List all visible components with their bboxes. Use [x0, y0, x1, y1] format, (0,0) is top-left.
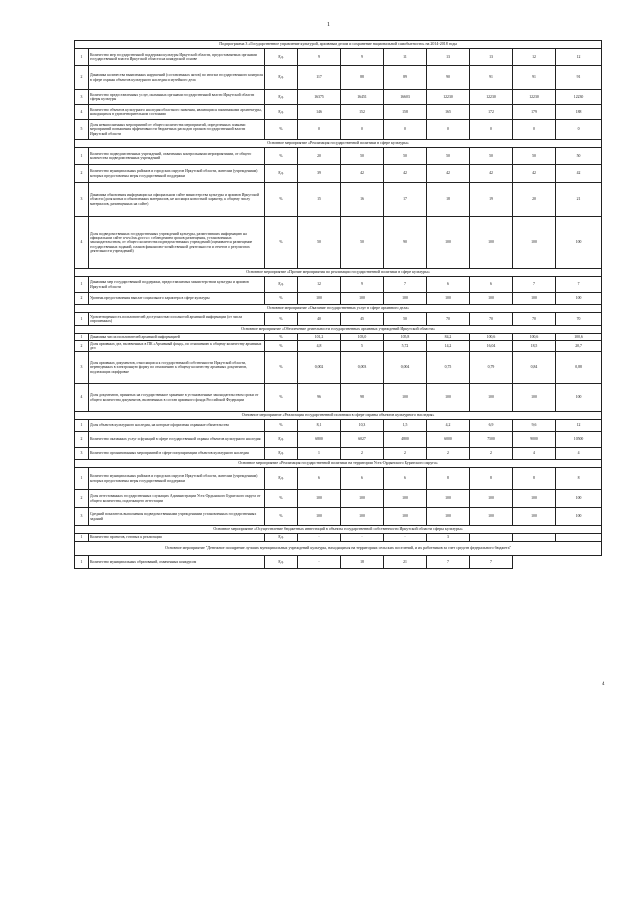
value-cell: 10500 [556, 432, 602, 448]
value-cell: 50 [384, 148, 427, 165]
value-cell: 0 [470, 120, 513, 140]
indicator-name-cell: Количество проектов, готовых к реализации [89, 534, 265, 542]
value-cell: 100 [298, 490, 341, 508]
unit-cell: % [265, 313, 298, 326]
value-cell: - [298, 534, 341, 542]
value-cell: 17 [384, 183, 427, 217]
unit-cell: Ед. [265, 432, 298, 448]
value-cell: 100,6 [513, 334, 556, 341]
value-cell: 5 [341, 341, 384, 352]
row-number-cell: 1 [75, 468, 89, 490]
value-cell: 12 [556, 49, 602, 66]
value-cell: 88 [341, 66, 384, 90]
value-cell: 20,7 [556, 341, 602, 352]
value-cell: 7 [513, 277, 556, 293]
value-cell: 9,6 [513, 420, 556, 432]
row-number-cell: 1 [75, 534, 89, 542]
side-mark: 4 [602, 682, 605, 687]
value-cell: 146 [298, 105, 341, 120]
section-header: Основное мероприятие «Реализация государственной политики в сфере культуры» [75, 140, 602, 148]
value-cell: 8,1 [298, 420, 341, 432]
section-header: Основное мероприятие «Обеспечение деятельности государственных архивных учреждений Иркутской области» [75, 326, 602, 334]
table-row [75, 293, 602, 305]
value-cell: 6,9 [470, 420, 513, 432]
value-cell: 158 [384, 105, 427, 120]
value-cell: 7 [470, 556, 513, 569]
row-number-cell: 5 [75, 120, 89, 140]
value-cell: 42 [470, 165, 513, 183]
row-number-cell: 1 [75, 334, 89, 341]
value-cell: 50 [470, 148, 513, 165]
section-header-row [75, 526, 602, 534]
row-number-cell: 1 [75, 313, 89, 326]
table-row [75, 468, 602, 490]
value-cell: 91 [556, 66, 602, 90]
value-cell: 12 [298, 277, 341, 293]
value-cell: 100 [427, 490, 470, 508]
value-cell: 103,0 [341, 334, 384, 341]
value-cell: 0 [427, 120, 470, 140]
row-number-cell: 1 [75, 49, 89, 66]
value-cell: 2 [341, 448, 384, 460]
value-cell: 100 [470, 217, 513, 269]
value-cell: - [298, 556, 341, 569]
value-cell: 100 [384, 508, 427, 526]
unit-cell: % [265, 420, 298, 432]
unit-cell: Ед. [265, 90, 298, 105]
value-cell: 6 [384, 468, 427, 490]
value-cell: 50 [298, 217, 341, 269]
empty-area [556, 556, 602, 569]
value-cell: 13 [470, 49, 513, 66]
value-cell: 0 [556, 120, 602, 140]
unit-cell: Ед. [265, 49, 298, 66]
value-cell: 100 [470, 293, 513, 305]
table-row [75, 313, 602, 326]
value-cell: 100 [384, 490, 427, 508]
value-cell: 70 [427, 313, 470, 326]
value-cell: 50 [384, 313, 427, 326]
row-number-cell: 3 [75, 90, 89, 105]
section-header-row [75, 140, 602, 148]
value-cell: 42 [513, 165, 556, 183]
indicator-name-cell: Средний показатель выполнения подведомственными учреждениями установленных государственных заданий [89, 508, 265, 526]
value-cell: 7500 [470, 432, 513, 448]
table-row [75, 341, 602, 352]
section-header-row [75, 412, 602, 420]
value-cell: 101,2 [298, 334, 341, 341]
section-header-row [75, 269, 602, 277]
value-cell: 4800 [384, 432, 427, 448]
value-cell: 100 [384, 384, 427, 412]
section-header: Основное мероприятие «Реализация государственной политики в сфере охраны объектов культурного наследия» [75, 412, 602, 420]
indicator-name-cell: Динамика числа пользователей архивной информацией [89, 334, 265, 341]
unit-cell: % [265, 384, 298, 412]
value-cell: 0 [341, 120, 384, 140]
row-number-cell: 1 [75, 148, 89, 165]
section-header: Основное мероприятие «Оказание государственных услуг в сфере архивного дела» [75, 305, 602, 313]
table-row [75, 384, 602, 412]
value-cell: 84,2 [427, 334, 470, 341]
value-cell: 0,84 [513, 352, 556, 384]
value-cell: 7 [384, 277, 427, 293]
row-number-cell: 3 [75, 183, 89, 217]
value-cell: 18,5 [513, 341, 556, 352]
value-cell: 1 [298, 448, 341, 460]
value-cell: 6 [341, 468, 384, 490]
value-cell [470, 534, 513, 542]
value-cell: 98 [341, 384, 384, 412]
value-cell: 100 [384, 293, 427, 305]
indicator-name-cell: Количество подведомственных учреждений, охваченных контрольными мероприятиями, от общего количества подведомственных учреждений [89, 148, 265, 165]
indicator-name-cell: Количество предоставленных услуг, оказанных органами государственной власти Иркутской области сферы культуры [89, 90, 265, 105]
unit-cell: % [265, 183, 298, 217]
indicator-name-cell: Доля документов, принятых на государственное хранение в установленные законодательством сроки от общего количества документов, включенных в состав архивного фонда Российской Федерации [89, 384, 265, 412]
value-cell: 42 [341, 165, 384, 183]
row-number-cell: 4 [75, 217, 89, 269]
value-cell: 100 [513, 293, 556, 305]
value-cell: 89 [384, 66, 427, 90]
value-cell: 40 [298, 313, 341, 326]
value-cell: 39 [298, 165, 341, 183]
value-cell: 1,5 [384, 420, 427, 432]
value-cell: 21 [384, 556, 427, 569]
value-cell: 18 [427, 183, 470, 217]
value-cell: 2 [384, 448, 427, 460]
value-cell: 16,04 [470, 341, 513, 352]
indicator-name-cell: Количество организованных мероприятий в сфере популяризации объектов культурного наследия [89, 448, 265, 460]
unit-cell: % [265, 217, 298, 269]
value-cell: 12 [556, 420, 602, 432]
unit-cell: Ед. [265, 105, 298, 120]
value-cell: 70 [556, 313, 602, 326]
value-cell: 152 [341, 105, 384, 120]
table-row [75, 217, 602, 269]
value-cell: 100 [556, 384, 602, 412]
row-number-cell: 2 [75, 432, 89, 448]
table-row [75, 534, 602, 542]
indicator-name-cell: Количество оказанных услуг и функций в сфере государственной охраны объектов культурного наследия [89, 432, 265, 448]
value-cell: 12230 [427, 90, 470, 105]
value-cell: 19 [470, 183, 513, 217]
row-number-cell: 2 [75, 293, 89, 305]
indicator-name-cell: Доля аттестованных государственных служащих Администрации Усть-Ордынского Бурятского округа от общего количества, подлежащего аттестации [89, 490, 265, 508]
value-cell: 50 [341, 148, 384, 165]
indicator-name-cell: Доля архивных дел, включенных в ПК «Архивный фонд», по отношению к общему количеству архивных дел [89, 341, 265, 352]
value-cell: 9000 [513, 432, 556, 448]
value-cell: 8 [556, 468, 602, 490]
value-cell: 16451 [341, 90, 384, 105]
value-cell: 105,8 [384, 334, 427, 341]
value-cell: 12230 [556, 90, 602, 105]
value-cell: 100 [513, 490, 556, 508]
indicator-name-cell: Динамика количества выявленных нарушений (составленных актов) по итогам государственного контроля в сфере охраны объектов культурного наследия и музейного дела [89, 66, 265, 90]
value-cell: 179 [513, 105, 556, 120]
table-row [75, 490, 602, 508]
value-cell: 100 [341, 293, 384, 305]
indicators-table [74, 40, 602, 569]
indicator-name-cell: Количество муниципальных районов и городских округов Иркутской области, жителям (учреждениям) которых предоставлены меры государственной поддержки [89, 165, 265, 183]
value-cell: 8 [513, 468, 556, 490]
value-cell: 16 [341, 183, 384, 217]
value-cell: 4 [513, 448, 556, 460]
table-row [75, 432, 602, 448]
row-number-cell: 1 [75, 420, 89, 432]
value-cell: 0,79 [470, 352, 513, 384]
value-cell: 90 [427, 66, 470, 90]
value-cell: 8 [427, 468, 470, 490]
value-cell: - [341, 534, 384, 542]
indicator-name-cell: Количество мер государственной поддержки культуры Иркутской области, предоставляемых органами государственной власти Иркутской области на конкурсной основе [89, 49, 265, 66]
section-header: Подпрограмма 3 «Государственное управление культурой, архивным делом и сохранение национальной самобытности» на 2014-2018 годы [75, 41, 602, 49]
value-cell: 6800 [298, 432, 341, 448]
value-cell: 50 [513, 148, 556, 165]
value-cell: 100,6 [470, 334, 513, 341]
value-cell: 100 [427, 293, 470, 305]
section-header-row [75, 41, 602, 49]
value-cell: 9 [341, 277, 384, 293]
row-number-cell: 1 [75, 556, 89, 569]
value-cell: 8 [470, 468, 513, 490]
table-row [75, 556, 602, 569]
section-header: Основное мероприятие "Денежное поощрение лучших муниципальных учреждений культуры, находящихся на территориях сельских поселений, и их работников за счет средств федерального бюджета" [75, 542, 602, 556]
unit-cell: Ед. [265, 468, 298, 490]
value-cell: 100 [513, 217, 556, 269]
table-row [75, 420, 602, 432]
row-number-cell: 2 [75, 165, 89, 183]
table-row [75, 90, 602, 105]
value-cell: 50 [427, 148, 470, 165]
table-row [75, 183, 602, 217]
value-cell: 0 [513, 120, 556, 140]
value-cell: 9 [341, 49, 384, 66]
value-cell: 6 [427, 277, 470, 293]
unit-cell: Ед. [265, 277, 298, 293]
unit-cell: Ед. [265, 165, 298, 183]
value-cell: 100 [556, 490, 602, 508]
section-header: Основное мероприятие «Реализация государственной политики на территории Усть-Ордынского Бурятского округа» [75, 460, 602, 468]
value-cell: 70 [513, 313, 556, 326]
unit-cell: % [265, 341, 298, 352]
unit-cell: % [265, 293, 298, 305]
row-number-cell: 4 [75, 384, 89, 412]
table-row [75, 277, 602, 293]
unit-cell: Ед. [265, 66, 298, 90]
row-number-cell: 4 [75, 105, 89, 120]
section-header-row [75, 326, 602, 334]
value-cell: 100 [556, 293, 602, 305]
unit-cell: % [265, 334, 298, 341]
value-cell: 100 [556, 508, 602, 526]
section-header-row [75, 460, 602, 468]
section-header: Основное мероприятие «Прочие мероприятия по реализации государственной политики в сфере культуры» [75, 269, 602, 277]
value-cell: 50 [341, 217, 384, 269]
value-cell: 21 [556, 183, 602, 217]
value-cell: 6000 [427, 432, 470, 448]
value-cell: 4,8 [298, 341, 341, 352]
value-cell: 100 [427, 508, 470, 526]
value-cell: 0 [384, 120, 427, 140]
value-cell: 188 [556, 105, 602, 120]
unit-cell: % [265, 352, 298, 384]
value-cell: 6 [298, 468, 341, 490]
row-number-cell: 3 [75, 508, 89, 526]
value-cell: 100 [470, 384, 513, 412]
value-cell: 15 [298, 183, 341, 217]
indicator-name-cell: Количество муниципальных образований, охваченных конкурсом [89, 556, 265, 569]
value-cell: 100 [427, 384, 470, 412]
value-cell: 0,88 [556, 352, 602, 384]
value-cell [556, 534, 602, 542]
section-header-row [75, 305, 602, 313]
table-row [75, 66, 602, 90]
value-cell: 100 [556, 217, 602, 269]
indicator-name-cell: Количество объектов культурного наследия областного значения, являющихся памятниками архитектуры, находящихся в удовлетворительном состоянии [89, 105, 265, 120]
unit-cell: % [265, 120, 298, 140]
page-number: 1 [327, 22, 330, 28]
value-cell: 100 [341, 490, 384, 508]
unit-cell: % [265, 148, 298, 165]
indicator-name-cell: Уровень предоставления выплат социального характера в сфере культуры [89, 293, 265, 305]
unit-cell: % [265, 508, 298, 526]
table-row [75, 448, 602, 460]
value-cell: 14,2 [427, 341, 470, 352]
value-cell: - [384, 534, 427, 542]
value-cell: 100 [427, 217, 470, 269]
value-cell: 100 [470, 490, 513, 508]
value-cell: 2 [470, 448, 513, 460]
value-cell: 50 [556, 148, 602, 165]
value-cell: 7 [556, 277, 602, 293]
table-row [75, 49, 602, 66]
indicator-name-cell: Удовлетворенность пользователей доступностью и полнотой архивной информации (от числа опрошенных) [89, 313, 265, 326]
indicator-name-cell: Доля архивных документов, относящихся к государственной собственности Иркутской области, переведенных в электронную форму по отношению к общему количеству архивных документов, подлежащих оцифровке [89, 352, 265, 384]
value-cell: 100 [298, 293, 341, 305]
value-cell: 11 [384, 49, 427, 66]
indicators-table-body [75, 41, 602, 569]
value-cell: 20 [298, 148, 341, 165]
indicator-name-cell: Динамика мер государственной поддержки, предоставляемых министерством культуры и архивов Иркутской области [89, 277, 265, 293]
value-cell: 12230 [470, 90, 513, 105]
value-cell: 117 [298, 66, 341, 90]
value-cell: 6 [470, 277, 513, 293]
value-cell: 13 [427, 49, 470, 66]
value-cell: 91 [470, 66, 513, 90]
row-number-cell: 2 [75, 66, 89, 90]
value-cell: 96 [298, 384, 341, 412]
value-cell: 18 [341, 556, 384, 569]
indicator-name-cell: Динамика обновления информации на официальном сайте министерства культуры и архивов Иркутской области (доля новых и обновленных материалов, не носящих новостной характер, к общему числу материалов, размещенных на сайте) [89, 183, 265, 217]
value-cell: 0,004 [384, 352, 427, 384]
value-cell: 16375 [298, 90, 341, 105]
value-cell: 12 [513, 49, 556, 66]
row-number-cell: 2 [75, 341, 89, 352]
table-row [75, 508, 602, 526]
value-cell: 100 [341, 508, 384, 526]
value-cell: 16603 [384, 90, 427, 105]
value-cell [513, 534, 556, 542]
value-cell: 100 [513, 384, 556, 412]
row-number-cell: 3 [75, 352, 89, 384]
value-cell: 3 [427, 534, 470, 542]
value-cell: 100 [470, 508, 513, 526]
value-cell: 0,002 [298, 352, 341, 384]
value-cell: 0 [298, 120, 341, 140]
unit-cell: Ед. [265, 534, 298, 542]
value-cell: 0,003 [341, 352, 384, 384]
value-cell: 4,2 [427, 420, 470, 432]
row-number-cell: 2 [75, 490, 89, 508]
value-cell: 12230 [513, 90, 556, 105]
indicator-name-cell: Доля подведомственных государственных учреждений культуры, разместивших информацию на официальном сайте www.bus.gov.ru с соблюдением сроков размещения, установленных законодательством, от общего количества подведомственных учреждений (оценивается размещение государственных заданий, планов финансово-хозяйственной деятельности и отчетов о результатах деятельности учреждений) [89, 217, 265, 269]
indicator-name-cell: Доля объектов культурного наследия, на которые оформлены охранные обязательства [89, 420, 265, 432]
value-cell: 6027 [341, 432, 384, 448]
value-cell: 42 [384, 165, 427, 183]
value-cell: 165 [427, 105, 470, 120]
value-cell: 9 [298, 49, 341, 66]
value-cell: 91 [513, 66, 556, 90]
row-number-cell: 1 [75, 277, 89, 293]
value-cell: 0,75 [427, 352, 470, 384]
value-cell: 90 [384, 217, 427, 269]
value-cell: 10,3 [341, 420, 384, 432]
indicator-name-cell: Доля невыполненных мероприятий от общего количества мероприятий, определенных планами мероприятий повышения эффективности бюджетных расходов органов государственной власти Иркутской области [89, 120, 265, 140]
value-cell: 100 [513, 508, 556, 526]
unit-cell: % [265, 490, 298, 508]
table-row [75, 352, 602, 384]
indicator-name-cell: Количество муниципальных районов и городских округов Иркутской области, жителям (учреждениям) которых предоставлены меры государственной поддержки [89, 468, 265, 490]
value-cell: 100,6 [556, 334, 602, 341]
section-header: Основное мероприятие «Осуществление бюджетных инвестиций в объекты государственной собственности Иркутской области сферы культуры» [75, 526, 602, 534]
table-row [75, 120, 602, 140]
value-cell: 42 [556, 165, 602, 183]
value-cell: 7 [427, 556, 470, 569]
value-cell: 2 [427, 448, 470, 460]
value-cell: 45 [341, 313, 384, 326]
value-cell: 100 [298, 508, 341, 526]
value-cell: 5,72 [384, 341, 427, 352]
empty-area [513, 556, 556, 569]
value-cell: 4 [556, 448, 602, 460]
unit-cell: Ед. [265, 556, 298, 569]
unit-cell: Ед. [265, 448, 298, 460]
value-cell: 42 [427, 165, 470, 183]
row-number-cell: 3 [75, 448, 89, 460]
value-cell: 20 [513, 183, 556, 217]
table-row [75, 165, 602, 183]
table-row [75, 148, 602, 165]
value-cell: 70 [470, 313, 513, 326]
section-header-row [75, 542, 602, 556]
value-cell: 172 [470, 105, 513, 120]
table-row [75, 105, 602, 120]
table-row [75, 334, 602, 341]
